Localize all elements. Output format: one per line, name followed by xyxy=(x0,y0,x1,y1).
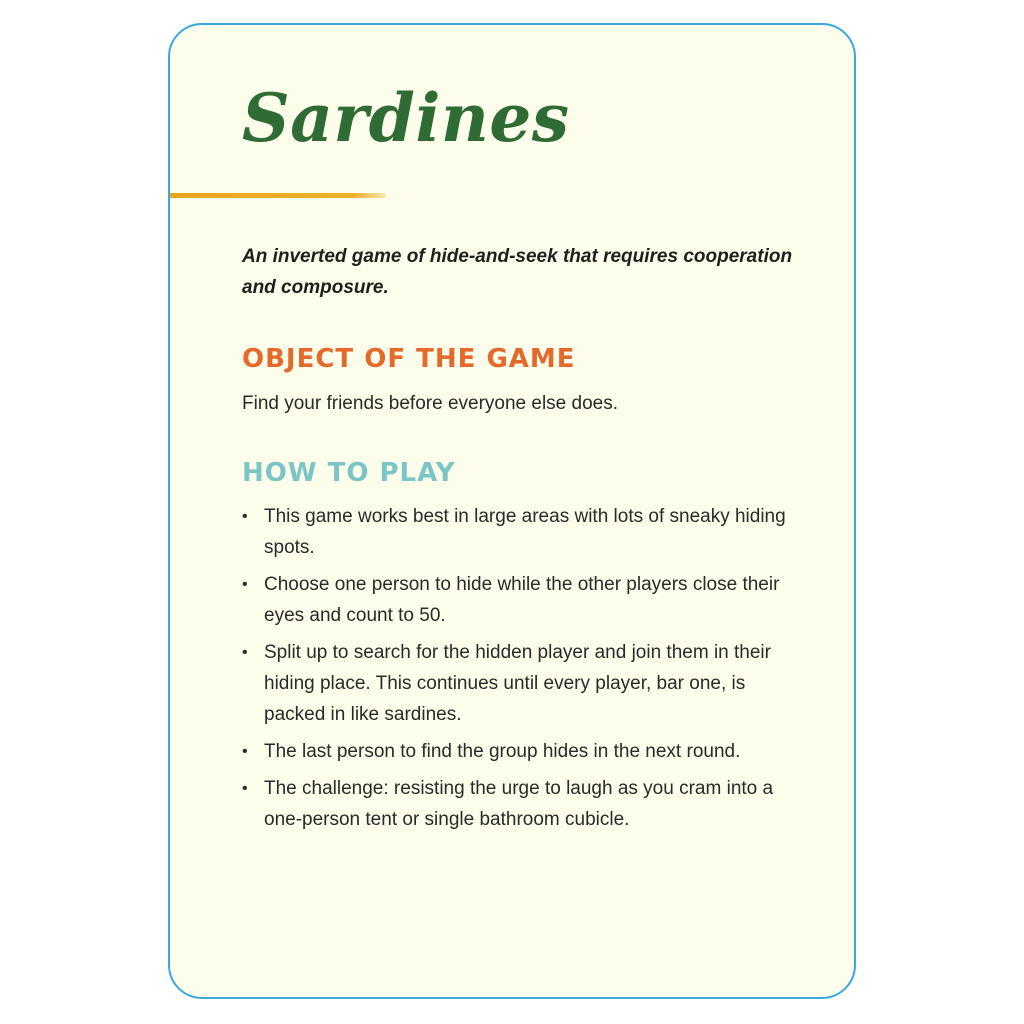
step-text: The last person to find the group hides in the next round. xyxy=(264,741,741,762)
how-to-play-heading: HOW TO PLAY xyxy=(242,458,456,488)
object-heading: OBJECT OF THE GAME xyxy=(242,344,576,374)
step-item xyxy=(242,569,802,631)
bullet-icon: • xyxy=(242,644,248,661)
step-item xyxy=(242,637,802,730)
step-item xyxy=(242,501,802,563)
steps-list xyxy=(242,501,802,841)
step-text: This game works best in large areas with lots of sneaky hiding spots. xyxy=(264,506,786,558)
step-text: Choose one person to hide while the other players close their eyes and count to 50. xyxy=(264,574,780,626)
title-underline-rule xyxy=(168,193,386,198)
bullet-icon: • xyxy=(242,508,248,525)
step-item xyxy=(242,773,802,835)
bullet-icon: • xyxy=(242,780,248,797)
card-title: Sardines xyxy=(242,79,570,157)
bullet-icon: • xyxy=(242,576,248,593)
bullet-icon: • xyxy=(242,743,248,760)
card-intro: An inverted game of hide-and-seek that requires cooperation and composure. xyxy=(242,246,793,298)
step-text: The challenge: resisting the urge to laugh as you cram into a one-person tent or single bathroom cubicle. xyxy=(264,778,774,830)
step-item xyxy=(242,736,802,767)
object-text: Find your friends before everyone else does. xyxy=(242,393,618,414)
step-text: Split up to search for the hidden player and join them in their hiding place. This continues until every player, bar one, is packed in like sardines. xyxy=(264,642,771,725)
game-card xyxy=(168,23,856,999)
